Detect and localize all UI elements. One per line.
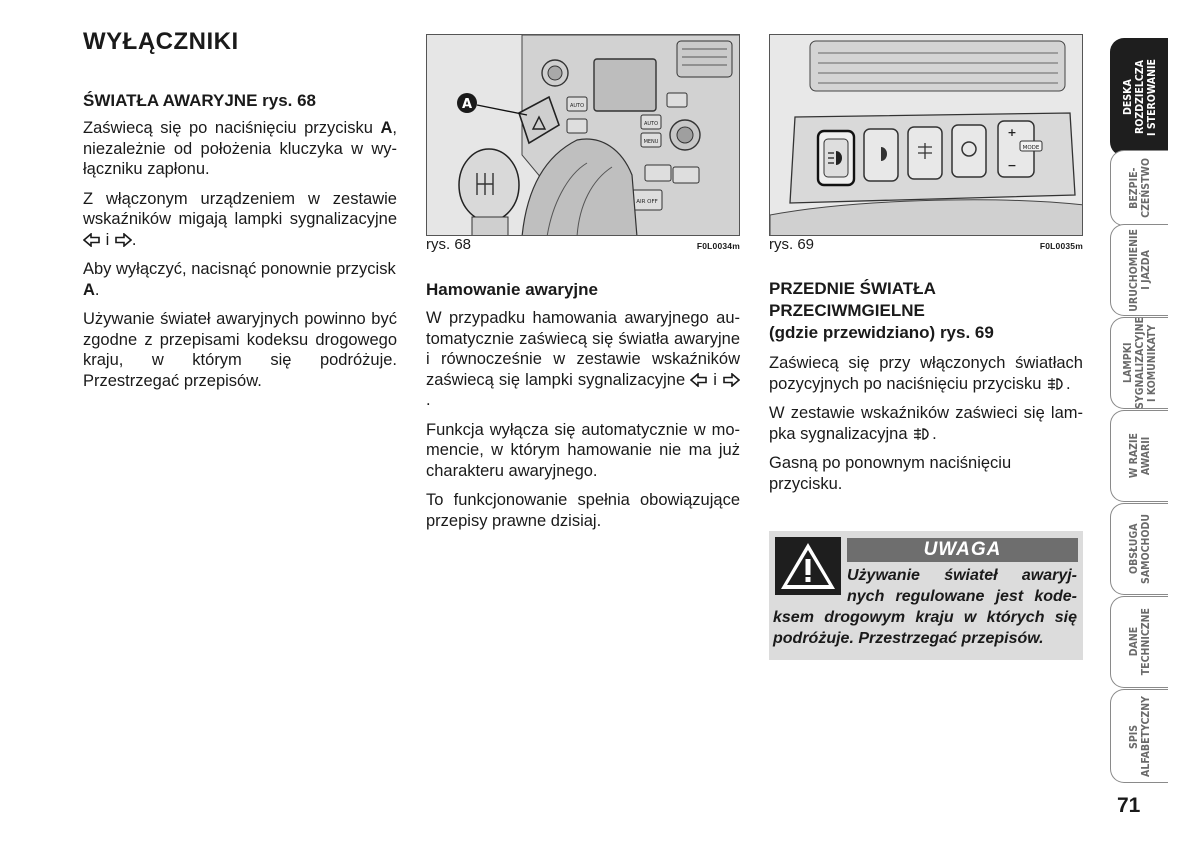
tab-dashboard-controls[interactable] [1110,38,1168,156]
figure-69-caption [769,236,1083,253]
tab-label: W RAZIE AWARII [1127,433,1152,479]
paragraph: Z włączonym urządzeniem w zestawie wskaźników migają lampki sygnalizacyjne i . [83,189,397,249]
figure-code: F0L0034m [696,241,740,251]
turn-left-arrow-icon [83,233,101,247]
plus-label: + [1007,126,1017,139]
button-ref-a: A [380,119,393,137]
paragraph: Funkcja wyłącza się automatycznie w momencie, w którym hamowanie nie ma już charakteru awaryjnego. [426,420,740,480]
section-emergency-braking [426,279,740,540]
paragraph: Używanie świateł awaryjnych powinno być zgodne z przepisami kodeksu drogowego kraju, w którym się podróżuje. Przestrzegać przepisów. [83,310,397,390]
figure-68-caption [426,236,740,253]
paragraph: To funkcjonowanie spełnia obowiązujące przepisy prawne dzisiaj. [426,491,740,530]
tab-technical-data[interactable] [1110,596,1168,688]
section-heading: ŚWIATŁA AWARYJNE rys. 68 [83,91,317,110]
tab-label: OBSŁUGA SAMOCHODU [1127,514,1152,584]
section-heading-line: PRZECIWMGIELNE [769,301,925,320]
figure-caption-label: rys. 69 [769,236,815,253]
turn-left-arrow-icon [690,373,708,387]
minus-label: − [1007,159,1017,172]
paragraph: Zaświecą się po naciśnięciu przycisku A, niezależnie od położenia kluczyka w wyłączniku zapłonu. [83,119,397,178]
paragraph: Gasną po ponownym naciśnięciu przycisku. [769,454,1012,493]
turn-right-arrow-icon [114,233,132,247]
tab-index[interactable] [1110,689,1168,783]
figure-68-console [426,34,740,236]
figure-code: F0L0035m [1039,241,1083,251]
tab-safety[interactable] [1110,150,1168,226]
warning-box [769,531,1083,660]
warning-title: UWAGA [847,538,1078,562]
paragraph: Aby wyłączyć, nacisnąć ponownie przycisk A. [83,260,396,299]
page-number: 71 [1117,794,1141,817]
paragraph: Zaświecą się przy włączonych światłach pozycyjnych po naciśnięciu przycisku . [769,354,1083,393]
warning-text: Używanie świateł awaryj- nych regulowane jest kode- ksem drogowym kraju w których się podróżuje. Przestrzegać przepisów. [773,567,1077,647]
tab-label: DESKA ROZDZIELCZA I STEROWANIE [1121,58,1158,136]
turn-right-arrow-icon [722,373,740,387]
callout-label: A [461,97,473,112]
tab-label: BEZPIE- CZEŃSTWO [1127,158,1152,218]
tab-label: DANE TECHNICZNE [1127,608,1152,676]
button-ref-a: A [83,280,95,299]
tab-warning-lights[interactable] [1110,317,1168,409]
fog-light-icon [912,427,932,441]
figure-69-switch-panel [769,34,1083,236]
button-label-menu: MENU [643,139,659,145]
figure-caption-label: rys. 68 [426,236,472,253]
tab-label: URUCHOMIENIE I JAZDA [1127,228,1152,312]
tab-emergency[interactable] [1110,410,1168,502]
button-label-auto: AUTO [569,103,585,109]
section-heading-line: PRZEDNIE ŚWIATŁA [769,279,936,298]
section-heading: Hamowanie awaryjne [426,280,598,299]
chapter-tabs [1110,38,1200,783]
tab-starting-driving[interactable] [1110,224,1168,316]
section-front-fog-lights [769,278,1083,503]
paragraph: W zestawie wskaźników zaświeci się lampka sygnalizacyjna . [769,404,1083,443]
tab-car-maintenance[interactable] [1110,503,1168,595]
section-hazard-lights [83,90,397,400]
page-title: WYŁĄCZNIKI [83,28,239,55]
section-heading-line: (gdzie przewidziano) rys. 69 [769,323,994,342]
switch-panel-illustration [770,35,1083,236]
paragraph: W przypadku hamowania awaryjnego automatycznie zaświecą się światła awaryjne i równocześnie w zestawie wskaźników zaświecą się lampki sygnalizacyjne i . [426,309,740,409]
button-label-auto: AUTO [643,121,659,127]
tab-label: SPIS ALFABETYCZNY [1127,695,1152,777]
mode-label: MODE [1022,145,1040,151]
button-label-air-off: AIR OFF [636,199,658,205]
fog-light-icon [1046,377,1066,391]
console-illustration [427,35,740,236]
tab-label: LAMPKI SYGNALIZACYJNE I KOMUNIKATY [1121,317,1158,409]
